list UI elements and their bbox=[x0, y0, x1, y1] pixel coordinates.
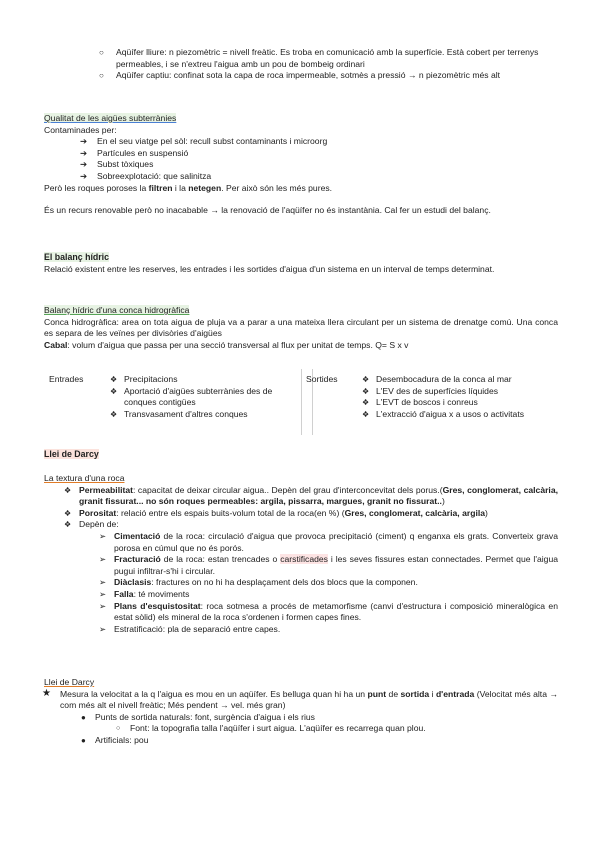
section-heading: Qualitat de les aigües subterrànies bbox=[44, 113, 177, 123]
darcy-section bbox=[44, 677, 558, 747]
outputs-list bbox=[362, 374, 552, 420]
diamond-bullet-icon: ❖ bbox=[64, 520, 72, 530]
balance-section bbox=[44, 252, 558, 275]
diamond-bullet-icon: ❖ bbox=[362, 409, 370, 419]
arrow-bullet-icon: ➢ bbox=[99, 554, 107, 565]
list-item: ➢ Falla: té moviments bbox=[99, 588, 190, 599]
list-item: ➔ En el seu viatge pel sòl: recull subst contaminants i microorg bbox=[80, 136, 328, 147]
list-item: ➢ Diàclasis: fractures on no hi ha desplaçament dels dos blocs que la componen. bbox=[99, 577, 418, 588]
arrow-icon: ➔ bbox=[80, 170, 88, 181]
arrow-icon: ➔ bbox=[80, 159, 88, 170]
bullet-icon: ● bbox=[81, 712, 86, 722]
texture-section bbox=[44, 473, 558, 635]
diamond-bullet-icon: ❖ bbox=[362, 386, 370, 396]
list-item: ➔ Subst tòxiques bbox=[80, 159, 154, 170]
diamond-bullet-icon: ❖ bbox=[64, 485, 72, 495]
arrow-bullet-icon: ➢ bbox=[99, 623, 107, 634]
arrow-icon: ➔ bbox=[80, 136, 88, 147]
list-item: ➔ Sobreexplotació: que salinitza bbox=[80, 170, 212, 181]
list-item: ➔ Partícules en suspensió bbox=[80, 147, 189, 158]
quality-section bbox=[44, 113, 558, 217]
section-heading: La textura d'una roca bbox=[44, 473, 125, 483]
list-item: ○ Font: la topografia talla l'aqüífer i surt aigua. L'aqüífer es recarrega quan plou. bbox=[116, 723, 426, 734]
paragraph: Cabal: volum d'aigua que passa per una secció transversal al flux per unitat de temps. Q= S x v bbox=[44, 339, 409, 350]
diamond-bullet-icon: ❖ bbox=[64, 508, 72, 518]
section-heading: El balanç hídric bbox=[44, 252, 110, 262]
section-heading: Llei de Darcy bbox=[44, 677, 95, 687]
arrow-bullet-icon: ➢ bbox=[99, 588, 107, 599]
list-item: ● Punts de sortida naturals: font, surgència d'aigua i els rius bbox=[81, 711, 315, 722]
diamond-bullet-icon: ❖ bbox=[110, 386, 118, 396]
inputs-outputs-table bbox=[44, 369, 558, 435]
section-heading: Balanç hídric d'una conca hidrogràfica bbox=[44, 305, 190, 315]
bullet-icon: ● bbox=[81, 735, 86, 745]
list-item: ❖ Depèn de: bbox=[64, 519, 119, 530]
diamond-bullet-icon: ❖ bbox=[110, 409, 118, 419]
diamond-bullet-icon: ❖ bbox=[362, 375, 370, 384]
circle-bullet-icon: ○ bbox=[116, 725, 121, 733]
list-item: ➢ Plans d'esquistositat: roca sotmesa a procés de metamorfisme (canvi d'estructura i composició mineralògica en estat sòlid) els mineral de la roca s'ordenen i formen capes fines. bbox=[99, 600, 558, 623]
paragraph: És un recurs renovable però no inacabable → la renovació de l'aqüífer no és instantània. Cal fer un estudi del balanç. bbox=[44, 205, 491, 216]
arrow-icon: ➔ bbox=[80, 147, 88, 158]
list-item: ❖ Permeabilitat: capacitat de deixar circular aigua.. Depèn del grau d'interconcevitat dels porus.(Gres, conglomerat, calcària, granit fissurat... no són roques permeables: argila, pissarra, margues, granit no fissurat..) bbox=[64, 484, 558, 507]
inputs-list bbox=[110, 374, 292, 420]
paragraph: Relació existent entre les reserves, les entrades i les sortides d'aigua d'un sistema en un interval de temps determinat. bbox=[44, 263, 495, 274]
paragraph: Però les roques poroses la filtren i la netegen. Per això són les més pures. bbox=[44, 182, 333, 193]
aquifer-types bbox=[44, 47, 558, 82]
list-item: ❖ Precipitacions bbox=[110, 374, 178, 384]
list-item: ○ Aqüífer lliure: n piezomètric = nivell freàtic. Es troba en comunicació amb la superfície. Està cobert per terrenys permeables, i se n'extreu l'aigua amb un pou de bombeig ordinari bbox=[99, 47, 539, 69]
paragraph: Contaminades per: bbox=[44, 124, 117, 135]
page-title: Llei de Darcy bbox=[44, 449, 99, 459]
list-item: ❖ L'extracció d'aigua x a usos o activitats bbox=[362, 408, 525, 419]
contaminant-list bbox=[44, 136, 558, 182]
arrow-bullet-icon: ➢ bbox=[99, 530, 107, 541]
arrow-bullet-icon: ➢ bbox=[99, 577, 107, 588]
list-item: ❖ L'EVT de boscos i conreus bbox=[362, 397, 478, 408]
diamond-bullet-icon: ❖ bbox=[110, 375, 118, 384]
list-item: ★ Mesura la velocitat a la q l'aigua es mou en un aqüífer. Es belluga quan hi ha un punt de sortida i d'entrada (Velocitat més alta → com més alt el nivell freàtic; Més pendent → vel. més gran) bbox=[42, 687, 558, 711]
darcy-title-block bbox=[44, 449, 558, 461]
diamond-bullet-icon: ❖ bbox=[362, 398, 370, 408]
list-item: ○ Aqüífer captiu: confinat sota la capa de roca impermeable, sotmès a pressió → n piezomètric més alt bbox=[99, 70, 501, 81]
list-item: ❖ Porositat: relació entre els espais buits-volum total de la roca(en %) (Gres, conglomerat, calcària, argila) bbox=[64, 507, 488, 518]
outputs-label: Sortides bbox=[306, 374, 338, 384]
basin-section bbox=[44, 305, 558, 351]
list-item: ❖ L'EV des de superfícies líquides bbox=[362, 385, 499, 396]
paragraph: Conca hidrogràfica: area on tota aigua de pluja va a parar a una mateixa llera circulant per un sistema de drenatge comú. Una conca es separa de les veïnes per divisòries d'aigües bbox=[44, 316, 558, 339]
star-icon: ★ bbox=[42, 687, 51, 699]
list-item: ➢ Estratificació: pla de separació entre capes. bbox=[99, 623, 281, 634]
list-item: ➢ Cimentació de la roca: circulació d'aigua que provoca precipitació (ciment) q enganxa els grats. Converteix grava porosa en cúmul que no és porós. bbox=[99, 530, 558, 553]
list-item: ❖ Aportació d'aigües subterrànies des de conques contigües bbox=[110, 385, 273, 408]
list-item: ❖ Desembocadura de la conca al mar bbox=[362, 374, 512, 384]
list-item: ➢ Fracturació de la roca: estan trencades o carstificades i les seves fissures estan connectades. Permet que l'aigua pugui infiltrar-s'hi i circular. bbox=[99, 554, 559, 576]
inputs-label: Entrades bbox=[49, 374, 84, 384]
list-item: ● Artificials: pou bbox=[81, 734, 149, 745]
arrow-bullet-icon: ➢ bbox=[99, 600, 107, 611]
list-item: ❖ Transvasament d'altres conques bbox=[110, 408, 248, 419]
